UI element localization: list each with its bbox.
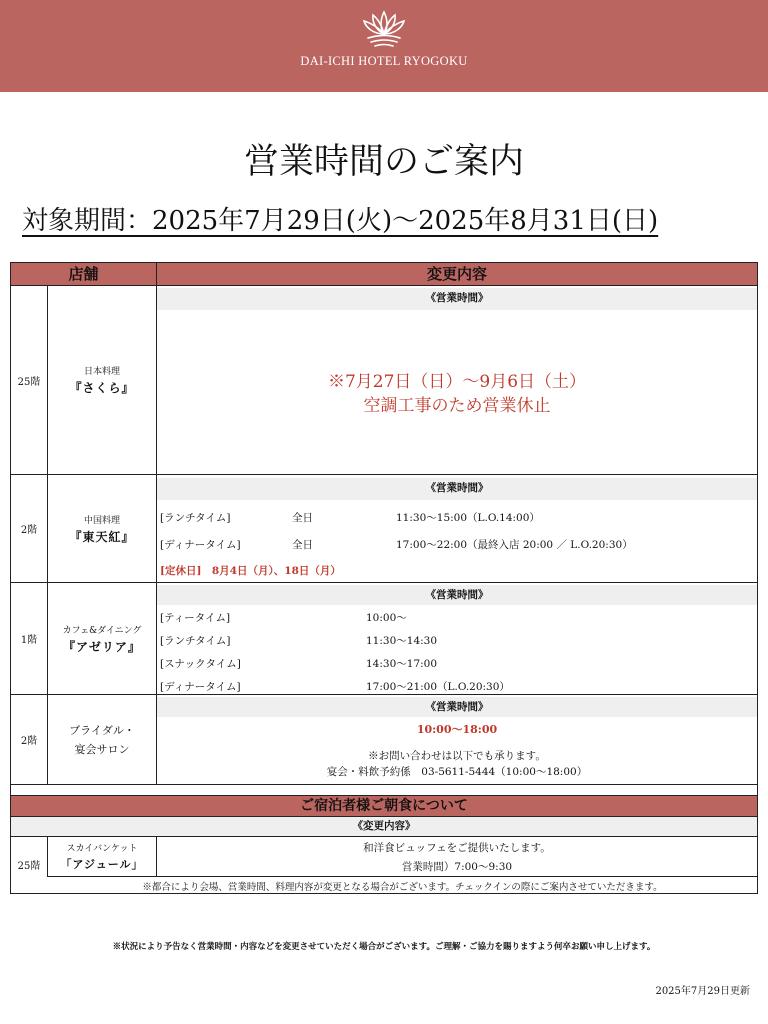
hours-label: [ランチタイム] xyxy=(160,635,231,647)
floor-label: 25階 xyxy=(17,376,41,388)
shop-category: 日本料理 xyxy=(83,367,120,377)
shop-category: 中国料理 xyxy=(83,515,120,526)
shop-name: 『さくら』 xyxy=(69,381,135,395)
hours-value: 11:30～15:00（L.O.14:00） xyxy=(396,512,540,524)
hours-value: 17:00～21:00（L.O.20:30） xyxy=(366,681,510,693)
breakfast-buffet-line: 和洋食ビュッフェをご提供いたします。 xyxy=(363,842,551,854)
breakfast-hours: 営業時間）7:00～9:30 xyxy=(401,861,513,873)
shop-column-header: 店舗 xyxy=(11,263,156,285)
floor-label: 25階 xyxy=(17,860,41,872)
target-period: 対象期間：2025年7月29日(火)～2025年8月31日(日) xyxy=(22,206,659,236)
hours-days: 全日 xyxy=(292,539,313,551)
hours-label: [ランチタイム] xyxy=(160,512,231,524)
shop-name: 宴会サロン xyxy=(74,743,130,756)
breakfast-note: ※都合により会場、営業時間、料理内容が変更となる場合がございます。チェックインの際にご案内させていただきます。 xyxy=(142,882,663,893)
closure-dates: ※7月27日（日）～9月6日（土） xyxy=(327,372,587,392)
hours-label: [スナックタイム] xyxy=(160,658,241,670)
shop-category: スカイバンケット xyxy=(66,844,138,854)
breakfast-section-header: ご宿泊者様ご朝食について xyxy=(11,796,757,816)
hotel-header-banner xyxy=(0,0,768,92)
shop-bridal-salon xyxy=(48,695,156,784)
breakfast-subheader: 《変更内容》 xyxy=(11,817,757,836)
shop-totenko xyxy=(48,475,156,582)
salon-hours: 10:00～18:00 xyxy=(416,723,498,736)
hours-value: 14:30～17:00 xyxy=(366,658,438,670)
hours-label: [ティータイム] xyxy=(160,612,231,624)
closure-notice xyxy=(157,370,757,418)
divider xyxy=(10,784,758,785)
floor-label: 2階 xyxy=(20,736,38,747)
shop-category: カフェ&ダイニング xyxy=(62,625,142,636)
closed-days: [定休日] 8月4日（月）、18日（月） xyxy=(160,565,341,577)
hours-value: 10:00～ xyxy=(366,612,407,624)
hours-label: [ディナータイム] xyxy=(160,681,241,693)
changes-column-header: 変更内容 xyxy=(157,263,757,285)
closure-reason: 空調工事のため営業休止 xyxy=(363,396,551,416)
shop-name: 「アジュール」 xyxy=(60,858,144,871)
inquiry-note: ※お問い合わせは以下でも承ります。 xyxy=(368,750,546,762)
hours-value: 11:30～14:30 xyxy=(366,635,438,647)
hours-days: 全日 xyxy=(292,512,313,524)
hours-label: [ディナータイム] xyxy=(160,539,241,551)
reservation-contact: 宴会・料飲予約係 03-5611-5444（10:00～18:00） xyxy=(326,766,588,778)
lotus-logo-icon xyxy=(354,6,414,48)
disclaimer-note: ※状況により予告なく営業時間・内容などを変更させていただく場合がございます。ご理解・ご協力を賜りますよう何卒お願い申し上げます。 xyxy=(112,942,656,952)
divider xyxy=(47,876,758,877)
page-title: 営業時間のご案内 xyxy=(243,142,524,182)
shop-name: 『東天紅』 xyxy=(69,529,135,544)
shop-azur xyxy=(48,837,156,876)
updated-date: 2025年7月29日更新 xyxy=(655,986,750,997)
shop-sakura xyxy=(48,286,156,474)
floor-label: 1階 xyxy=(20,635,38,646)
section-header: 《営業時間》 xyxy=(157,478,757,500)
shop-name: 『アゼリア』 xyxy=(63,639,141,654)
section-header: 《営業時間》 xyxy=(157,585,757,605)
section-header: 《営業時間》 xyxy=(157,288,757,310)
floor-label: 2階 xyxy=(20,525,38,536)
hotel-name: DAI-ICHI HOTEL RYOGOKU xyxy=(300,54,468,68)
shop-name: ブライダル・ xyxy=(69,724,135,737)
section-header: 《営業時間》 xyxy=(157,697,757,717)
hours-value: 17:00～22:00（最終入店 20:00 ／ L.O.20:30） xyxy=(396,539,633,551)
shop-azelea xyxy=(48,583,156,694)
